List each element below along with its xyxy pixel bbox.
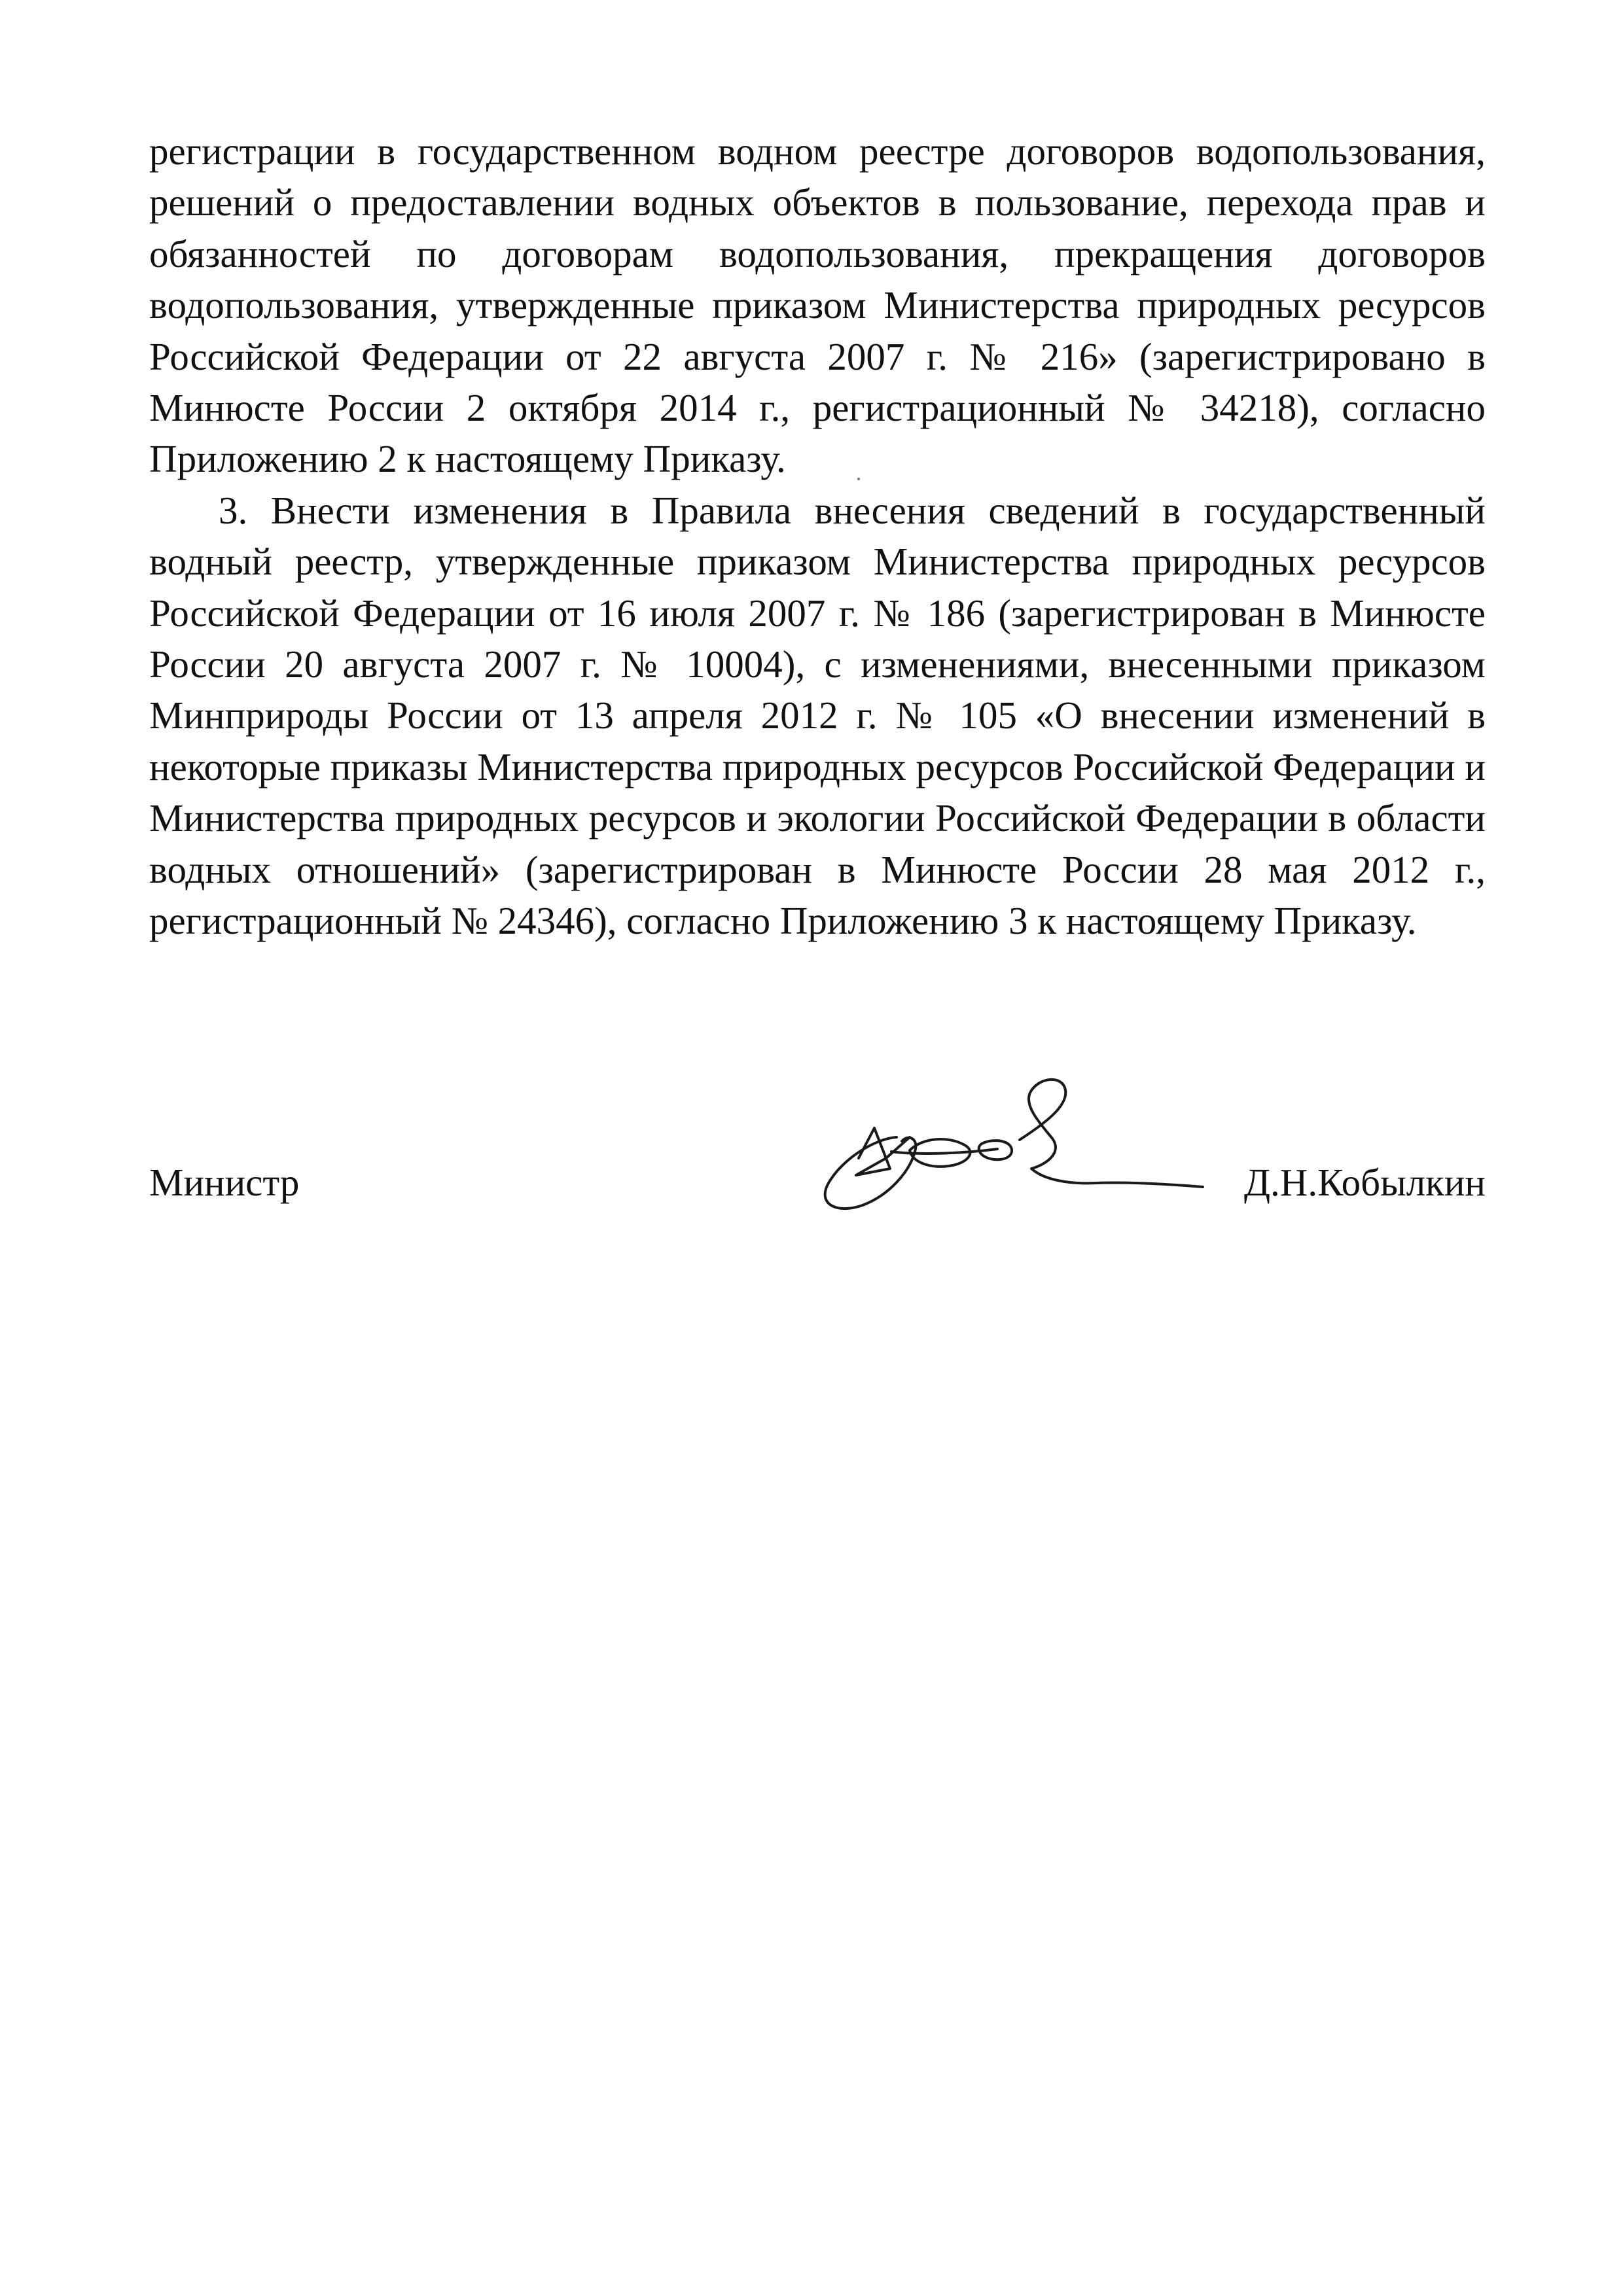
signatory-name: Д.Н.Кобылкин bbox=[1243, 1161, 1486, 1204]
paragraph-item-3: 3. Внести изменения в Правила внесения сведений в государственный водный реестр, утвержденные приказом Министерства природных ресурсов Российской Федерации от 16 июля 2007 г. № 186 (зарегистрирован в Минюсте России 20 августа 2007 г. № 10004), с изменениями, внесенными приказом Минприроды России от 13 апреля 2012 г. № 105 «О внесении изменений в некоторые приказы Министерства природных ресурсов Российской Федерации и Министерства природных ресурсов и экологии Российской Федерации в области водных отношений» (зарегистрирован в Минюсте России 28 мая 2012 г., регистрационный № 24346), согласно Приложению 3 к настоящему Приказу. bbox=[149, 488, 1486, 943]
scan-speck bbox=[857, 478, 860, 480]
signatory-title: Министр bbox=[149, 1161, 300, 1204]
document-body bbox=[149, 126, 1486, 947]
signature-block bbox=[149, 1060, 1486, 1230]
handwritten-signature bbox=[738, 1060, 1209, 1230]
paragraph-continuation: регистрации в государственном водном реестре договоров водопользования, решений о предоставлении водных объектов в пользование, перехода прав и обязанностей по договорам водопользования, прекращения договоров водопользования, утвержденные приказом Министерства природных ресурсов Российской Федерации от 22 августа 2007 г. № 216» (зарегистрировано в Минюсте России 2 октября 2014 г., регистрационный № 34218), согласно Приложению 2 к настоящему Приказу. bbox=[149, 130, 1486, 481]
